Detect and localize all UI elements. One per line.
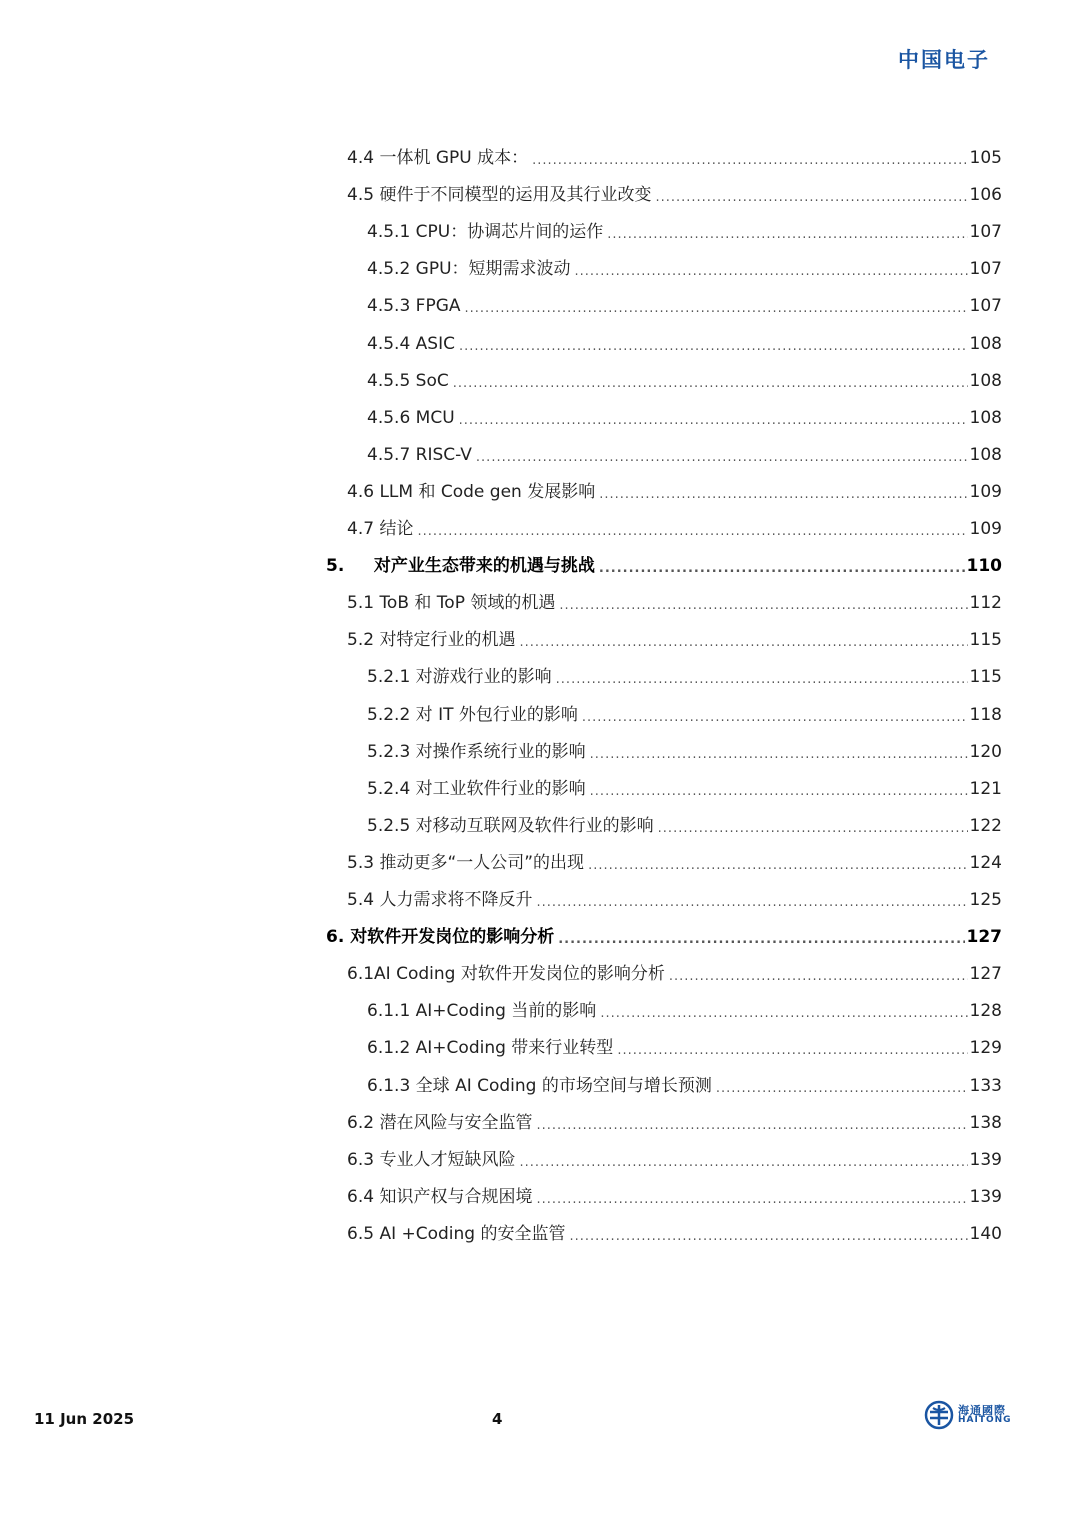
- footer-page-number: 4: [492, 1410, 503, 1428]
- haitong-logo: [924, 1400, 1012, 1430]
- toc-entry[interactable]: [367, 697, 1002, 734]
- footer-date: 11 Jun 2025: [34, 1410, 135, 1428]
- toc-dot-leader: [453, 377, 968, 400]
- toc-entry-page: 110: [966, 556, 1002, 577]
- toc-dot-leader: [588, 859, 967, 882]
- toc-entry-page: 109: [969, 481, 1002, 502]
- toc-entry-page: 133: [969, 1075, 1002, 1096]
- toc-entry-page: 127: [969, 964, 1002, 985]
- toc-entry[interactable]: [347, 1179, 1002, 1216]
- toc-entry-label: 5. 对产业生态带来的机遇与挑战: [326, 556, 595, 577]
- toc-dot-leader: [655, 191, 967, 214]
- toc-dot-leader: [556, 673, 968, 696]
- toc-entry[interactable]: [347, 1105, 1002, 1142]
- toc-entry-page: 138: [969, 1112, 1002, 1133]
- toc-entry-label: 5.2.5 对移动互联网及软件行业的影响: [367, 815, 654, 836]
- toc-entry-page: 139: [969, 1149, 1002, 1170]
- toc-dot-leader: [617, 1044, 967, 1067]
- toc-entry[interactable]: [326, 548, 1002, 585]
- toc-dot-leader: [599, 488, 967, 511]
- toc-entry-label: 5.2.4 对工业软件行业的影响: [367, 778, 586, 799]
- toc-entry[interactable]: [347, 956, 1002, 993]
- toc-entry[interactable]: [347, 585, 1002, 622]
- toc-entry-page: 128: [969, 1001, 1002, 1022]
- toc-entry-label: 4.4 一体机 GPU 成本：: [347, 148, 529, 168]
- toc-dot-leader: [582, 711, 968, 734]
- toc-entry-page: 120: [969, 741, 1002, 762]
- toc-dot-leader: [519, 1156, 967, 1179]
- toc-entry-label: 5.4 人力需求将不降反升: [347, 890, 533, 910]
- logo-chinese-name: 海通國際: [958, 1403, 1006, 1417]
- toc-entry-label: 4.5.2 GPU：短期需求波动: [367, 259, 571, 280]
- toc-dot-leader: [600, 1007, 967, 1030]
- toc-entry-label: 6.2 潜在风险与安全监管: [347, 1112, 533, 1133]
- toc-entry[interactable]: [347, 1142, 1002, 1179]
- toc-entry-label: 6.1AI Coding 对软件开发岗位的影响分析: [347, 964, 665, 985]
- toc-entry-label: 6.4 知识产权与合规困境: [347, 1186, 533, 1207]
- toc-dot-leader: [669, 970, 968, 993]
- toc-dot-leader: [519, 636, 967, 659]
- toc-entry-label: 6.1.1 AI+Coding 当前的影响: [367, 1001, 597, 1022]
- toc-dot-leader: [716, 1082, 968, 1105]
- toc-entry[interactable]: [367, 734, 1002, 771]
- toc-entry[interactable]: [347, 882, 1002, 919]
- toc-entry-page: 127: [966, 927, 1002, 948]
- toc-entry-page: 115: [969, 630, 1002, 651]
- toc-entry-page: 108: [969, 407, 1002, 428]
- toc-entry-page: 124: [969, 852, 1002, 873]
- toc-entry-label: 4.5.3 FPGA: [367, 296, 461, 317]
- toc-entry-page: 125: [969, 890, 1002, 910]
- toc-dot-leader: [570, 1230, 968, 1253]
- toc-entry-page: 140: [969, 1223, 1002, 1244]
- toc-entry-label: 6. 对软件开发岗位的影响分析: [326, 927, 555, 948]
- toc-entry-page: 118: [969, 704, 1002, 725]
- toc-dot-leader: [532, 154, 967, 177]
- toc-entry-label: 4.5.7 RISC-V: [367, 444, 472, 465]
- toc-entry[interactable]: [367, 437, 1002, 474]
- toc-entry[interactable]: [347, 140, 1002, 177]
- toc-entry-label: 4.5.1 CPU：协调芯片间的运作: [367, 222, 604, 243]
- toc-entry[interactable]: [367, 1030, 1002, 1067]
- toc-dot-leader: [599, 562, 965, 585]
- toc-entry-label: 4.5.6 MCU: [367, 407, 455, 428]
- toc-dot-leader: [558, 933, 964, 956]
- toc-dot-leader: [590, 748, 968, 771]
- toc-entry-page: 107: [969, 222, 1002, 243]
- toc-dot-leader: [658, 822, 968, 845]
- toc-dot-leader: [536, 1193, 967, 1216]
- toc-entry-page: 105: [969, 148, 1002, 168]
- toc-entry-page: 109: [969, 519, 1002, 539]
- toc-dot-leader: [465, 302, 968, 325]
- toc-entry[interactable]: [367, 993, 1002, 1030]
- toc-entry[interactable]: [326, 919, 1002, 956]
- toc-entry-page: 107: [969, 259, 1002, 280]
- toc-entry-label: 6.3 专业人才短缺风险: [347, 1149, 516, 1170]
- toc-dot-leader: [536, 896, 967, 919]
- toc-dot-leader: [559, 599, 967, 622]
- toc-dot-leader: [476, 451, 968, 474]
- toc-entry-page: 107: [969, 296, 1002, 317]
- toc-entry-label: 6.5 AI +Coding 的安全监管: [347, 1223, 566, 1244]
- toc-entry-label: 5.2.3 对操作系统行业的影响: [367, 741, 586, 762]
- toc-entry-page: 115: [969, 667, 1002, 688]
- toc-entry[interactable]: [347, 511, 1002, 548]
- toc-entry-page: 108: [969, 333, 1002, 354]
- toc-entry-page: 122: [969, 815, 1002, 836]
- toc-entry-label: 5.2.1 对游戏行业的影响: [367, 667, 552, 688]
- toc-entry[interactable]: [367, 400, 1002, 437]
- toc-entry[interactable]: [367, 214, 1002, 251]
- toc-dot-leader: [575, 265, 968, 288]
- toc-entry-page: 112: [969, 593, 1002, 614]
- toc-dot-leader: [459, 414, 968, 437]
- toc-entry[interactable]: [367, 1068, 1002, 1105]
- toc-entry[interactable]: [347, 622, 1002, 659]
- toc-dot-leader: [590, 785, 968, 808]
- toc-entry-label: 4.5.4 ASIC: [367, 333, 455, 354]
- toc-entry[interactable]: [347, 1216, 1002, 1253]
- toc-dot-leader: [417, 525, 967, 548]
- toc-entry-label: 5.1 ToB 和 ToP 领域的机遇: [347, 593, 556, 614]
- toc-dot-leader: [459, 340, 968, 363]
- toc-entry[interactable]: [367, 251, 1002, 288]
- toc-entry-label: 5.2 对特定行业的机遇: [347, 630, 516, 651]
- toc-entry-label: 5.3 推动更多“一人公司”的出现: [347, 852, 585, 873]
- toc-entry[interactable]: [347, 177, 1002, 214]
- toc-entry[interactable]: [347, 845, 1002, 882]
- toc-entry-label: 4.5 硬件于不同模型的运用及其行业改变: [347, 185, 652, 206]
- toc-dot-leader: [536, 1119, 967, 1142]
- toc-entry-label: 4.6 LLM 和 Code gen 发展影响: [347, 481, 596, 502]
- toc-entry-page: 129: [969, 1038, 1002, 1059]
- logo-english-name: HAITONG: [958, 1415, 1012, 1426]
- toc-entry[interactable]: [367, 288, 1002, 325]
- toc-entry[interactable]: [367, 363, 1002, 400]
- toc-entry-page: 106: [969, 185, 1002, 206]
- haitong-logo-text: [958, 1405, 1012, 1426]
- toc-entry[interactable]: [347, 474, 1002, 511]
- toc-entry[interactable]: [367, 326, 1002, 363]
- toc-entry-label: 5.2.2 对 IT 外包行业的影响: [367, 704, 578, 725]
- toc-dot-leader: [607, 228, 967, 251]
- toc-entry[interactable]: [367, 808, 1002, 845]
- toc-entry-label: 4.7 结论: [347, 519, 414, 539]
- toc-entry-label: 6.1.2 AI+Coding 带来行业转型: [367, 1038, 614, 1059]
- toc-entry-page: 121: [969, 778, 1002, 799]
- toc-entry-page: 139: [969, 1186, 1002, 1207]
- toc-entry-page: 108: [969, 370, 1002, 391]
- toc-entry-page: 108: [969, 444, 1002, 465]
- haitong-logo-icon: [924, 1400, 954, 1430]
- toc-entry[interactable]: [367, 771, 1002, 808]
- header-title: 中国电子: [898, 48, 990, 72]
- toc-entry[interactable]: [367, 659, 1002, 696]
- toc-entry-label: 4.5.5 SoC: [367, 370, 449, 391]
- toc-entry-label: 6.1.3 全球 AI Coding 的市场空间与增长预测: [367, 1075, 712, 1096]
